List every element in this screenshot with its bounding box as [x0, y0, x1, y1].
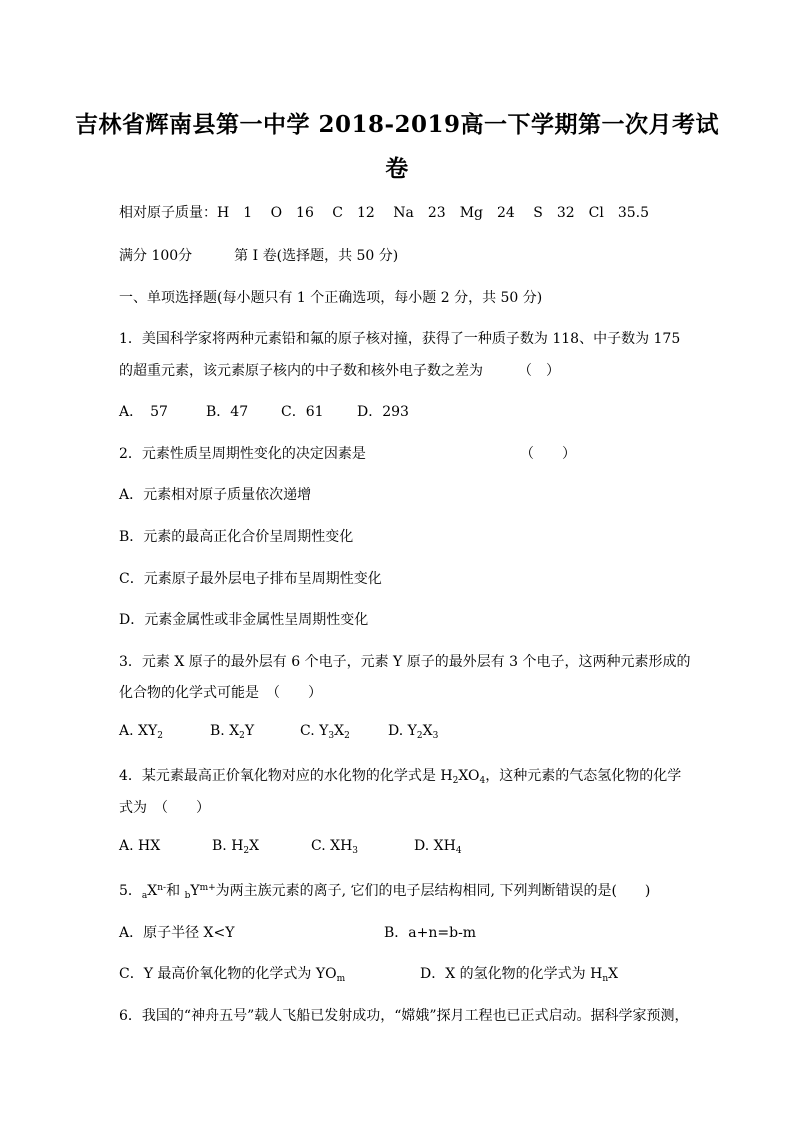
q4-text-3: ，这种元素的气态氢化物的化学 [485, 768, 682, 784]
q5-stem-text: 为两主族元素的离子, 它们的电子层结构相同, 下列判断错误的是( ) [215, 883, 651, 899]
question-2-stem: 2．元素性质呈周期性变化的决定因素是 [119, 446, 366, 462]
section-header: 一、单项选择题(每小题只有 1 个正确选项，每小题 2 分，共 50 分) [119, 290, 543, 306]
question-3-option-a [119, 723, 163, 741]
question-1-option-d: D．293 [357, 404, 409, 420]
question-3-option-c [300, 723, 350, 741]
question-1-option-a: A． 57 [119, 404, 168, 420]
q5d-text: D．X 的氢化物的化学式为 H [420, 966, 603, 982]
question-4-option-d [414, 838, 462, 856]
q5-number: 5． [119, 883, 142, 899]
question-4-option-c [311, 838, 358, 856]
question-2-paren: （ ） [520, 446, 576, 462]
q3d-mid: X [422, 723, 433, 739]
q3a-text: A. XY [119, 723, 158, 739]
question-1-line-1: 1．美国科学家将两种元素铅和氟的原子核对撞，获得了一种质子数为 118、中子数为 175 [119, 331, 681, 347]
q5-prefix-a: a [141, 891, 148, 901]
question-3-line-1: 3．元素 X 原子的最外层有 6 个电子，元素 Y 原子的最外层有 3 个电子，这两种元素形成的 [119, 654, 691, 670]
q5-ion-x-charge: n- [157, 883, 167, 893]
question-2-option-b: B．元素的最高正化合价呈周期性变化 [119, 529, 354, 545]
q5c-sub: m [336, 974, 346, 984]
q5d-sub: n [602, 974, 609, 984]
q3c-text: C. Y [300, 723, 329, 739]
q5-and: 和 [166, 883, 185, 899]
atomic-mass-line: 相对原子质量：H 1 O 16 C 12 Na 23 Mg 24 S 32 Cl 35.5 [119, 205, 650, 221]
question-6-line-1: 6．我国的“神舟五号”载人飞船已发射成功，“嫦娥”探月工程也已正式启动。据科学家预测， [119, 1008, 689, 1024]
q3b-text: B. X [210, 723, 240, 739]
q4-text-1: 4．某元素最高正价氧化物对应的水化物的化学式是 H [119, 768, 453, 784]
q5-ion-y-charge: m+ [199, 883, 216, 893]
q4b-sub: 2 [243, 846, 250, 856]
q4d-sub: 4 [455, 846, 462, 856]
question-4-line-1 [119, 765, 684, 786]
q5-ion-y: Y [190, 883, 200, 899]
question-2-option-d: D．元素金属性或非金属性呈周期性变化 [119, 612, 369, 628]
question-2-option-c: C．元素原子最外层电子排布呈周期性变化 [119, 571, 382, 587]
q3a-sub: 2 [157, 731, 163, 741]
q3c-sub2: 2 [344, 731, 350, 741]
q5-prefix-b: b [184, 891, 191, 901]
question-2-option-a: A．元素相对原子质量依次递增 [119, 487, 312, 503]
question-1-option-b: B．47 [206, 404, 249, 420]
q3c-mid: X [334, 723, 345, 739]
q3d-sub2: 3 [432, 731, 439, 741]
q5-ion-x: X [147, 883, 158, 899]
q4b-text: B. H [212, 838, 244, 854]
question-5-option-d [420, 963, 618, 984]
q3c-sub1: 3 [328, 731, 335, 741]
question-3-line-2: 化合物的化学式可能是 （ ） [119, 685, 322, 701]
q3b-tail: Y [244, 723, 255, 739]
q4-text-2: XO [458, 768, 480, 784]
question-1-line-2: 的超重元素，该元素原子核内的中子数和核外电子数之差为 （ ） [119, 363, 560, 379]
q4d-text: D. XH [414, 838, 456, 854]
title-line-1: 吉林省辉南县第一中学 2018-2019高一下学期第一次月考试 [74, 111, 720, 138]
score-line: 满分 100分 第 I 卷(选择题，共 50 分) [119, 248, 399, 264]
q4b-tail: X [249, 838, 260, 854]
q3d-text: D. Y [388, 723, 417, 739]
q5d-tail: X [608, 966, 619, 982]
q4c-text: C. XH [311, 838, 353, 854]
q3d-sub1: 2 [416, 731, 423, 741]
q4-sub-2: 4 [479, 776, 486, 786]
q5c-text: C．Y 最高价氧化物的化学式为 YO [119, 966, 337, 982]
question-5-stem [119, 880, 684, 901]
question-1-option-c: C．61 [281, 404, 324, 420]
question-3-option-b [210, 723, 254, 741]
question-5-option-a: A．原子半径 X<Y [119, 925, 235, 941]
question-4-line-2: 式为 （ ） [119, 800, 210, 816]
q3b-sub: 2 [239, 731, 245, 741]
title-line-2: 卷 [385, 155, 409, 182]
question-5-option-b: B．a+n=b-m [384, 925, 477, 941]
question-3-option-d [388, 723, 438, 741]
q4c-sub: 3 [352, 846, 359, 856]
question-4-option-b [212, 838, 259, 856]
question-5-option-c [119, 963, 345, 984]
question-4-option-a: A. HX [119, 838, 161, 854]
q4-sub-1: 2 [452, 776, 459, 786]
